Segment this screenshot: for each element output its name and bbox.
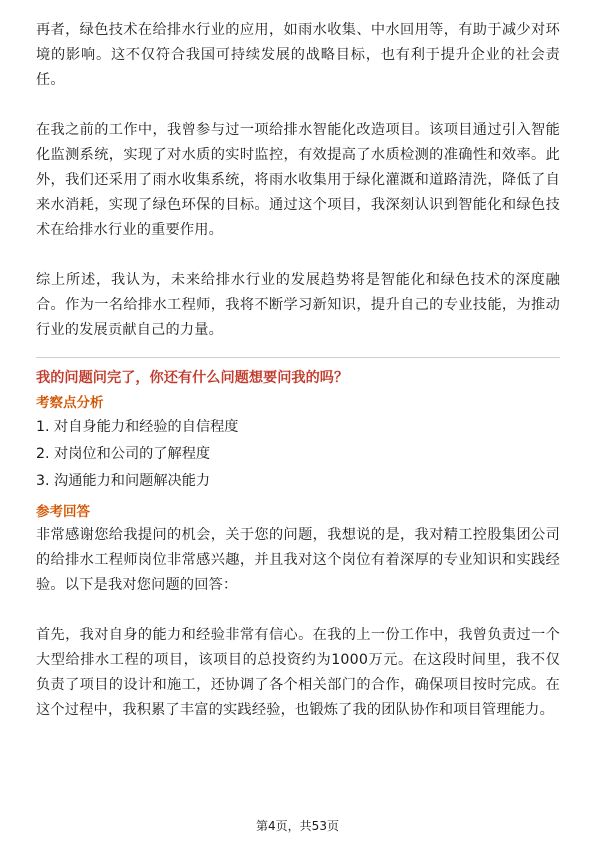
paragraph-gap <box>36 598 560 623</box>
analysis-list <box>36 414 560 495</box>
list-item: 1. 对自身能力和经验的自信程度 <box>36 419 239 435</box>
paragraph-project-experience: 在我之前的工作中，我曾参与过一项给排水智能化改造项目。该项目通过引入智能化监测系统，实现了对水质的实时监控，有效提高了水质检测的准确性和效率。此外，我们还采用了雨水收集系统，将雨水收集用于绿化灌溉和道路清洗，降低了自来水消耗，实现了绿色环保的目标。通过这个项目，我深刻认识到智能化和绿色技术在给排水行业的重要作用。 <box>36 122 560 238</box>
answer-heading: 参考回答 <box>36 504 90 520</box>
page-content <box>36 18 560 723</box>
paragraph-summary: 综上所述，我认为，未来给排水行业的发展趋势将是智能化和绿色技术的深度融合。作为一名给排水工程师，我将不断学习新知识，提升自己的专业技能，为推动行业的发展贡献自己的力量。 <box>36 272 560 338</box>
page-number: 第4页，共53页 <box>256 819 339 833</box>
paragraph-gap <box>36 243 560 268</box>
answer-first-point-paragraph: 首先，我对自身的能力和经验非常有信心。在我的上一份工作中，我曾负责过一个大型给排水工程的项目，该项目的总投资约为1000万元。在这段时间里，我不仅负责了项目的设计和施工，还协调了各个相关部门的合作，确保项目按时完成。在这个过程中，我积累了丰富的实践经验，也锻炼了我的团队协作和项目管理能力。 <box>36 627 560 718</box>
section-divider <box>36 357 560 358</box>
paragraph-green-tech: 再者，绿色技术在给排水行业的应用，如雨水收集、中水回用等，有助于减少对环境的影响。这不仅符合我国可持续发展的战略目标，也有利于提升企业的社会责任。 <box>36 22 560 88</box>
answer-intro-paragraph: 非常感谢您给我提问的机会，关于您的问题，我想说的是，我对精工控股集团公司的给排水工程师岗位非常感兴趣，并且我对这个岗位有着深厚的专业知识和实践经验。以下是我对您问题的回答： <box>36 527 560 593</box>
list-item: 3. 沟通能力和问题解决能力 <box>36 473 211 489</box>
paragraph-gap <box>36 93 560 118</box>
list-item: 2. 对岗位和公司的了解程度 <box>36 446 211 462</box>
analysis-heading: 考察点分析 <box>36 395 104 411</box>
interview-question: 我的问题问完了，你还有什么问题想要问我的吗？ <box>36 370 349 386</box>
